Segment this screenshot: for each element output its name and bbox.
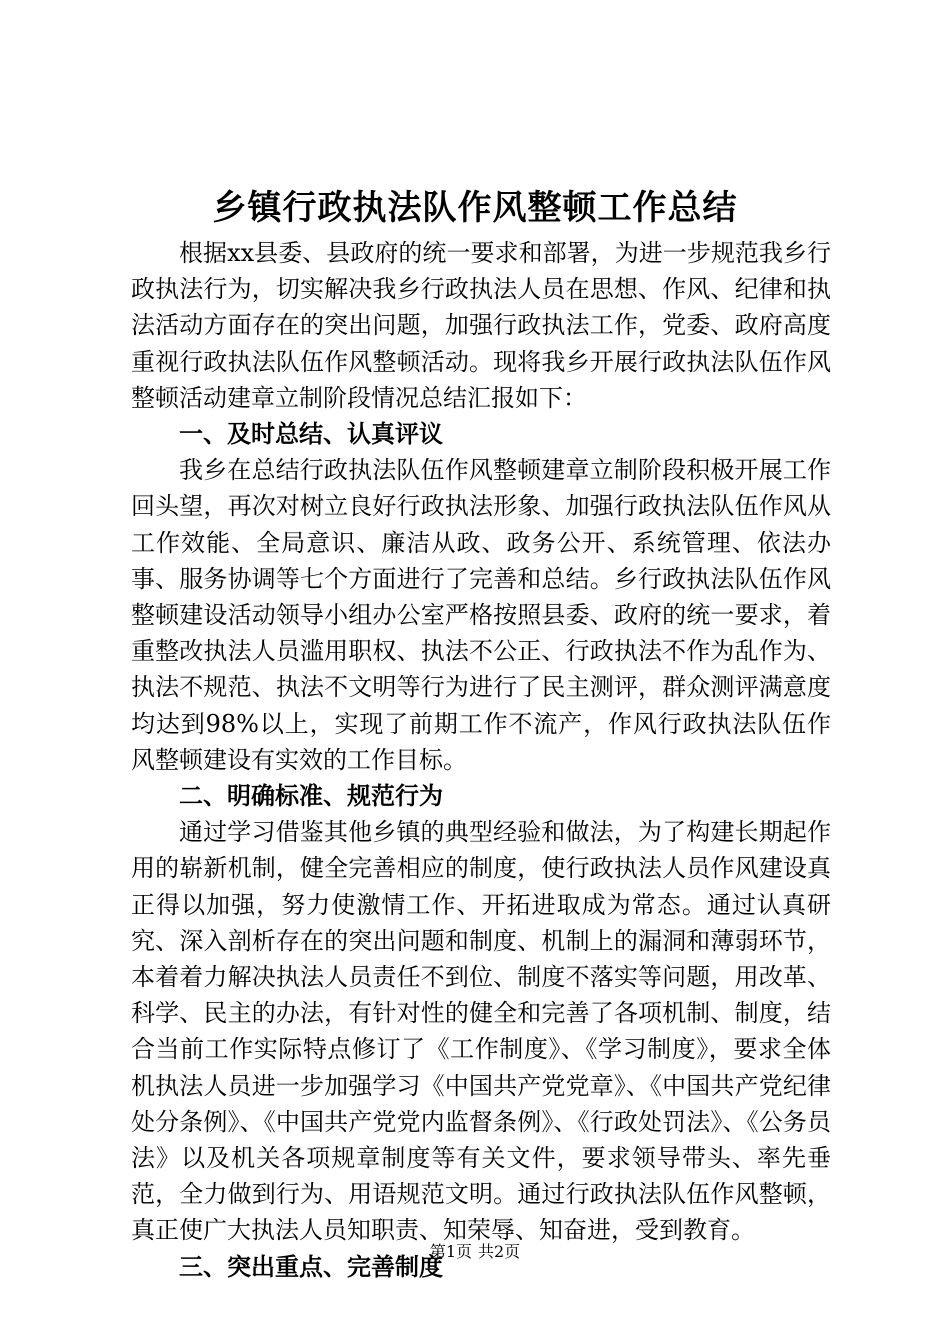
- document-body: [131, 235, 831, 1285]
- section-heading-3: 三、突出重点、完善制度: [179, 1251, 443, 1281]
- document-title: 乡镇行政执法队作风整顿工作总结: [212, 188, 738, 228]
- intro-paragraph: 根据xx县委、县政府的统一要求和部署，为进一步规范我乡行政执法行为，切实解决我乡行政执法人员在思想、作风、纪律和执法活动方面存在的突出问题，加强行政执法工作，党委、政府高度重视行政执法队伍作风整顿活动。现将我乡开展行政执法队伍作风整顿活动建章立制阶段情况总结汇报如下：: [131, 239, 831, 412]
- section-heading-2: 二、明确标准、规范行为: [179, 781, 443, 811]
- page-number: 第1页: [429, 1242, 472, 1261]
- page-footer: [0, 1240, 950, 1264]
- section-body-1: 我乡在总结行政执法队伍作风整顿建章立制阶段积极开展工作回头望，再次对树立良好行政执法形象、加强行政执法队伍作风从工作效能、全局意识、廉洁从政、政务公开、系统管理、依法办事、服务协调等七个方面进行了完善和总结。乡行政执法队伍作风整顿建设活动领导小组办公室严格按照县委、政府的统一要求，着重整改执法人员滥用职权、执法不公正、行政执法不作为乱作为、执法不规范、执法不文明等行为进行了民主测评，群众测评满意度均达到98%以上，实现了前期工作不流产，作风行政执法队伍作风整顿建设有实效的工作目标。: [131, 456, 831, 774]
- section-heading-1: 一、及时总结、认真评议: [179, 419, 443, 449]
- page-total: 共2页: [478, 1242, 521, 1261]
- section-body-2: 通过学习借鉴其他乡镇的典型经验和做法，为了构建长期起作用的崭新机制，健全完善相应的制度，使行政执法人员作风建设真正得以加强，努力使激情工作、开拓进取成为常态。通过认真研究、深入剖析存在的突出问题和制度、机制上的漏洞和薄弱环节，本着着力解决执法人员责任不到位、制度不落实等问题，用改革、科学、民主的办法，有针对性的健全和完善了各项机制、制度，结合当前工作实际特点修订了《工作制度》、《学习制度》，要求全体机执法人员进一步加强学习《中国共产党党章》、《中国共产党纪律处分条例》、《中国共产党党内监督条例》、《行政处罚法》、《公务员法》以及机关各项规章制度等有关文件，要求领导带头、率先垂范，全力做到行为、用语规范文明。通过行政执法队伍作风整顿，真正使广大执法人员知职责、知荣辱、知奋进，受到教育。: [131, 818, 831, 1245]
